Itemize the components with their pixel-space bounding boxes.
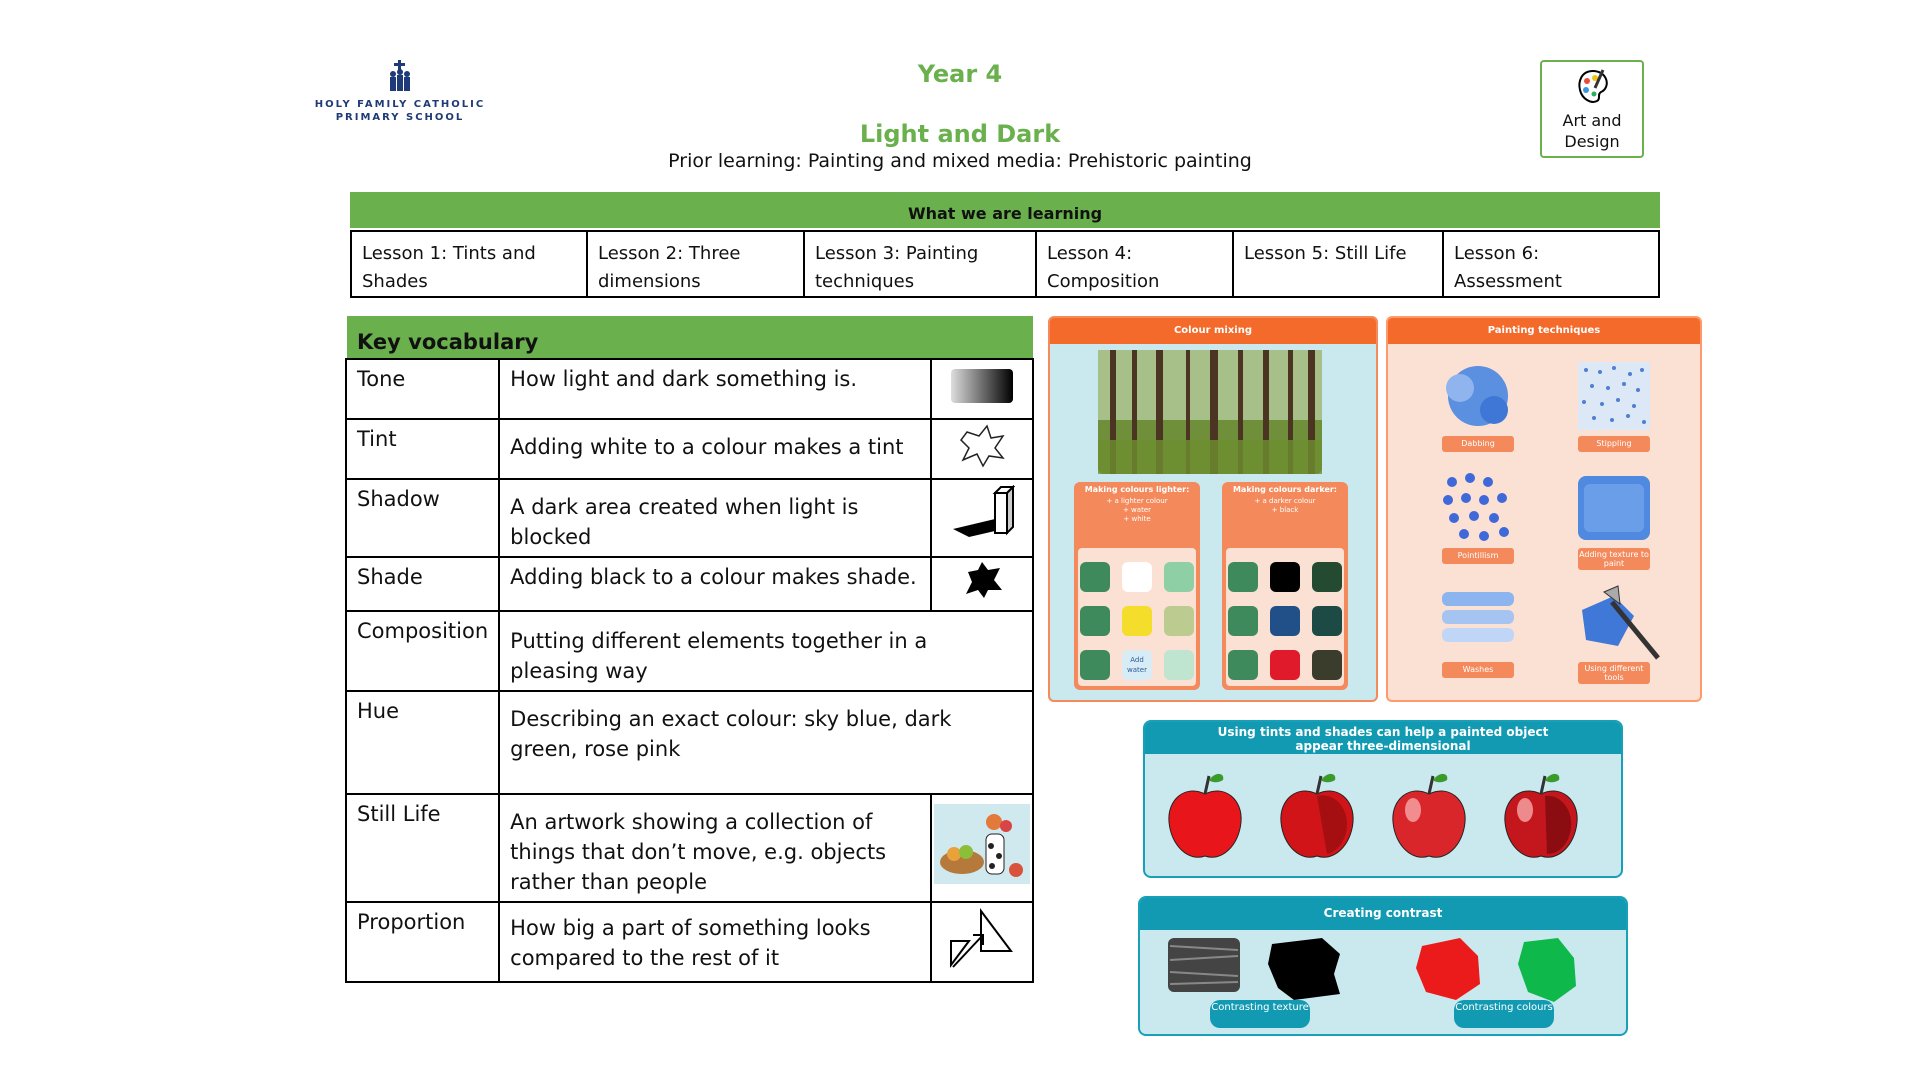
shadow-block-icon <box>949 485 1015 543</box>
smooth-black-swatch <box>1264 934 1344 1004</box>
swatch <box>1312 606 1342 636</box>
technique-label: Dabbing <box>1442 436 1514 452</box>
swatch <box>1164 650 1194 680</box>
tint-splash-icon <box>957 422 1007 468</box>
swatch <box>1080 650 1110 680</box>
lessons-row <box>350 230 1660 298</box>
technique-label: Pointillism <box>1442 548 1514 564</box>
contrast-box <box>1138 896 1628 1036</box>
vocabulary-table <box>345 358 1034 983</box>
contrast-texture-label: Contrasting texture <box>1210 1000 1310 1028</box>
vocab-definition: How light and dark something is. <box>499 359 931 419</box>
vocab-term: Shade <box>346 557 499 611</box>
vocab-definition: How big a part of something looks compared to the rest of it <box>499 902 931 982</box>
subject-line1: Art and <box>1562 111 1622 130</box>
vocab-row <box>346 691 1033 794</box>
swatch <box>1228 606 1258 636</box>
lighter-panel <box>1074 482 1200 690</box>
vocab-row <box>346 419 1033 479</box>
school-name-line1: HOLY FAMILY CATHOLIC <box>314 99 486 110</box>
vocab-term: Still Life <box>346 794 499 902</box>
swatch <box>1270 650 1300 680</box>
apples-illustration <box>1165 766 1605 866</box>
technique-label: Adding texture to paint <box>1579 550 1649 568</box>
prior-learning: Prior learning: Painting and mixed media: Prehistoric painting <box>668 150 1252 172</box>
stippling-sample <box>1574 358 1654 434</box>
technique-label: Using different tools <box>1578 662 1650 684</box>
learning-heading: What we are learning <box>350 192 1660 228</box>
vocab-term: Tone <box>346 359 499 419</box>
darker-panel <box>1222 482 1348 690</box>
lesson-6: Lesson 6: Assessment <box>1454 243 1562 292</box>
swatch <box>1270 562 1300 592</box>
texture-sample <box>1574 470 1654 546</box>
vocab-row <box>346 902 1033 982</box>
lighter-item: + water <box>1122 506 1152 514</box>
vocabulary-heading: Key vocabulary <box>347 316 1033 358</box>
swatch <box>1164 562 1194 592</box>
swatch <box>1228 562 1258 592</box>
lesson-5: Lesson 5: Still Life <box>1234 232 1444 296</box>
lesson-3: Lesson 3: Painting techniques <box>805 232 1037 296</box>
swatch <box>1312 650 1342 680</box>
swatch <box>1164 606 1194 636</box>
vocab-row <box>346 611 1033 691</box>
lighter-item: + a lighter colour <box>1106 497 1168 505</box>
vocab-definition: Putting different elements together in a pleasing way <box>499 611 1033 691</box>
black-splat-icon <box>960 560 1004 600</box>
still-life-icon <box>934 804 1030 884</box>
washes-sample <box>1438 584 1518 660</box>
tints-shades-box <box>1143 720 1623 878</box>
vocab-term: Composition <box>346 611 499 691</box>
technique-label: Stippling <box>1578 436 1650 452</box>
vocab-definition: Adding black to a colour makes shade. <box>499 557 931 611</box>
vocab-definition: A dark area created when light is blocked <box>499 479 931 557</box>
lighter-title: Making colours lighter: <box>1084 485 1190 494</box>
vocab-definition: Describing an exact colour: sky blue, dark green, rose pink <box>499 691 1033 794</box>
vocab-image <box>931 419 1033 479</box>
vocab-row <box>346 359 1033 419</box>
swatch <box>1080 606 1110 636</box>
vocab-image <box>931 902 1033 982</box>
pointillism-sample <box>1438 470 1518 546</box>
vocab-row <box>346 794 1033 902</box>
vocab-term: Proportion <box>346 902 499 982</box>
lesson-2: Lesson 2: Three dimensions <box>588 232 805 296</box>
gradient-swatch-icon <box>947 365 1017 405</box>
vocab-term: Shadow <box>346 479 499 557</box>
colour-mixing-poster <box>1048 316 1378 702</box>
painting-techniques-poster <box>1386 316 1702 702</box>
subject-badge <box>1540 60 1644 158</box>
swatch <box>1122 562 1152 592</box>
dabbing-sample <box>1438 358 1518 434</box>
lesson-1: Lesson 1: Tints and Shades <box>352 232 588 296</box>
darker-title: Making colours darker: <box>1232 485 1338 494</box>
rough-texture-swatch <box>1166 936 1246 996</box>
vocab-image <box>931 557 1033 611</box>
painting-techniques-heading: Painting techniques <box>1388 318 1700 344</box>
subject-line2: Design <box>1564 132 1620 151</box>
swatch <box>1312 562 1342 592</box>
page-title: Light and Dark <box>859 120 1061 148</box>
swatch <box>1270 606 1300 636</box>
vocab-definition: Adding white to a colour makes a tint <box>499 419 931 479</box>
tints-shades-caption: Using tints and shades can help a painted object appear three-dimensional <box>1145 722 1621 754</box>
darker-item: + a darker colour <box>1254 497 1316 505</box>
swatch <box>1228 650 1258 680</box>
vocab-image <box>931 479 1033 557</box>
vocab-term: Hue <box>346 691 499 794</box>
add-water-swatch: Add water <box>1122 650 1152 680</box>
vocab-row <box>346 557 1033 611</box>
colour-mixing-heading: Colour mixing <box>1050 318 1376 344</box>
green-swatch <box>1514 934 1580 1004</box>
contrast-colours-label: Contrasting colours <box>1454 1000 1554 1028</box>
vocab-row <box>346 479 1033 557</box>
vocab-image <box>931 794 1033 902</box>
forest-photo <box>1098 350 1322 474</box>
vocab-term: Tint <box>346 419 499 479</box>
technique-label: Washes <box>1442 662 1514 678</box>
swatch <box>1122 606 1152 636</box>
school-name-line2: PRIMARY SCHOOL <box>335 112 465 123</box>
year-heading: Year 4 <box>917 60 1003 88</box>
vocab-definition: An artwork showing a collection of things that don’t move, e.g. objects rather than people <box>499 794 931 902</box>
swatch <box>1080 562 1110 592</box>
contrast-heading: Creating contrast <box>1140 898 1626 930</box>
tools-sample <box>1574 580 1662 664</box>
red-swatch <box>1412 934 1486 1004</box>
lighter-item: + white <box>1123 515 1151 523</box>
palette-icon <box>1575 68 1611 106</box>
proportion-icon <box>947 905 1017 971</box>
darker-item: + black <box>1271 506 1299 514</box>
lesson-4: Lesson 4: Composition <box>1037 232 1234 296</box>
vocab-image <box>931 359 1033 419</box>
